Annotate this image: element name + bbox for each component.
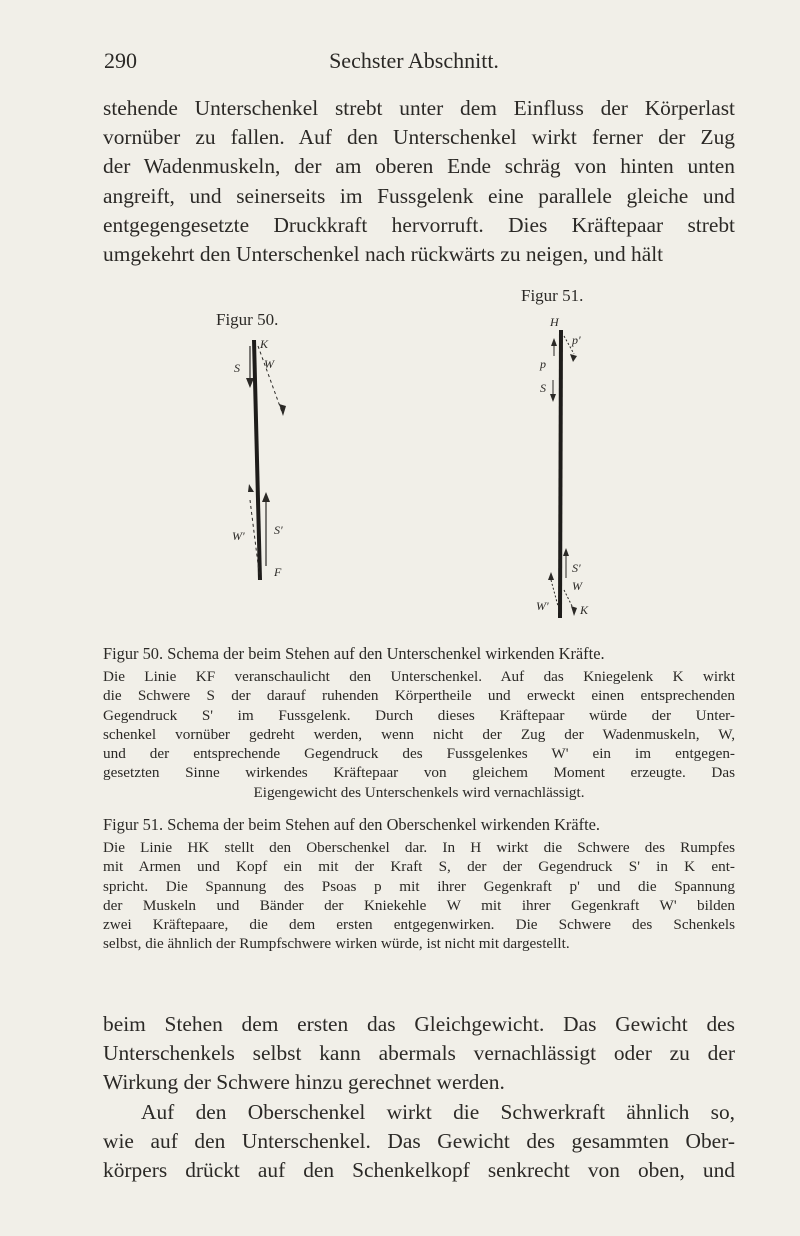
fig50-label-f: F (274, 565, 282, 579)
text-line: umgekehrt den Unterschenkel nach rückwärts zu neigen, und hält (103, 242, 664, 267)
text-line: entgegengesetzte Druckkraft hervorruft. Dies Kräftepaar strebt (103, 212, 735, 237)
text-line: beim Stehen dem ersten das Gleichgewicht. Das Gewicht des (103, 1012, 735, 1036)
caption-line: Die Linie HK stellt den Oberschenkel dar. In H wirkt die Schwere des Rumpfes (103, 839, 735, 856)
fig50-arrowhead-s (246, 378, 254, 388)
figure-51-svg (528, 310, 628, 630)
text-line: angreift, und seinerseits im Fussgelenk eine parallele gleiche und (103, 183, 735, 208)
fig51-label-wprime: W' (536, 599, 549, 613)
caption-line: schenkel vornüber gedreht werden, wenn nicht der Zug der Wadenmuskeln, W, (103, 725, 735, 743)
fig51-label-h: H (550, 315, 559, 329)
caption-line: der Muskeln und Bänder der Kniekehle W mit ihrer Gegenkraft W' bilden (103, 896, 735, 914)
fig50-label-k: K (260, 337, 269, 351)
fig51-label-p: p (540, 357, 546, 371)
fig51-arrowhead-w (571, 606, 577, 616)
caption-51-heading: Figur 51. Schema der beim Stehen auf den Oberschenkel wirkenden Kräfte. (103, 815, 601, 834)
fig50-arrowhead-w (279, 404, 286, 416)
fig51-bar-hk (560, 330, 561, 618)
figure-51-label: Figur 51. (521, 286, 584, 305)
fig50-label-w: W (264, 357, 274, 371)
caption-50-heading: Figur 50. Schema der beim Stehen auf den Unterschenkel wirkenden Kräfte. (103, 644, 605, 663)
figure-50-diagram (230, 330, 320, 590)
caption-line: mit Armen und Kopf ein mit der Kraft S, der der Gegendruck S' in K ent- (103, 858, 735, 876)
figure-50-caption (103, 643, 735, 802)
caption-line: spricht. Die Spannung des Psoas p mit ihrer Gegenkraft p' und die Spannung (103, 877, 735, 895)
text-line: Auf den Oberschenkel wirkt die Schwerkraft ähnlich so, (141, 1099, 735, 1124)
caption-line: Die Linie KF veranschaulicht den Unterschenkel. Auf das Kniegelenk K wirkt (103, 668, 735, 685)
fig50-arrowhead-sprime (262, 492, 270, 502)
text-line: vornüber zu fallen. Auf den Unterschenkel wirkt ferner der Zug (103, 125, 735, 150)
intro-paragraph (103, 94, 735, 269)
text-line: stehende Unterschenkel strebt unter dem Einfluss der Körperlast (103, 96, 735, 120)
fig51-arrowhead-s (550, 394, 556, 402)
text-line: körpers drückt auf den Schenkelkopf senkrecht von oben, und (103, 1158, 735, 1183)
fig50-label-wprime: W' (232, 529, 245, 543)
text-line: wie auf den Unterschenkel. Das Gewicht des gesammten Ober- (103, 1128, 735, 1153)
fig51-arrowhead-sprime (563, 548, 569, 556)
caption-line: und der entsprechende Gegendruck des Fussgelenkes W' ein im entgegen- (103, 745, 735, 763)
fig51-label-pprime: p' (572, 333, 581, 347)
closing-paragraph (103, 1010, 735, 1185)
caption-line: die Schwere S der darauf ruhenden Körpertheile und erweckt einen entsprechenden (103, 687, 735, 705)
fig50-label-sprime: S' (274, 523, 283, 537)
fig51-label-sprime: S' (572, 561, 581, 575)
fig50-label-s: S (234, 361, 240, 375)
caption-line: selbst, die ähnlich der Rumpfschwere wirken würde, ist nicht mit dargestellt. (103, 935, 570, 953)
text-line: der Wadenmuskeln, der am oberen Ende schräg von hinten unten (103, 154, 735, 179)
fig51-label-s: S (540, 381, 546, 395)
section-title: Sechster Abschnitt. (329, 48, 499, 73)
fig51-arrowhead-p (551, 338, 557, 346)
page-header (104, 48, 724, 78)
figure-51-caption (103, 814, 735, 954)
fig51-label-w: W (572, 579, 582, 593)
caption-line: gesetzten Sinne wirkendes Kräftepaar von gleichem Moment erzeugte. Das (103, 764, 735, 782)
fig51-arrowhead-pprime (570, 354, 577, 362)
text-line: Wirkung der Schwere hinzu gerechnet werden. (103, 1070, 505, 1095)
fig51-arrowhead-wprime (548, 572, 554, 580)
fig50-arrowhead-wprime (248, 484, 254, 492)
page-number: 290 (104, 48, 137, 73)
fig51-dash-wprime (551, 580, 558, 606)
caption-line: zwei Kräftepaare, die dem ersten entgegenwirken. Die Schwere des Schenkels (103, 916, 735, 934)
figure-50-svg (230, 330, 320, 590)
figure-51-diagram (528, 310, 628, 630)
caption-line: Eigengewicht des Unterschenkels wird vernachlässigt. (253, 783, 585, 801)
figure-50-label: Figur 50. (216, 310, 279, 329)
fig51-label-k: K (580, 603, 589, 617)
fig50-bar-kf (254, 340, 260, 580)
fig50-dash-w (258, 346, 282, 412)
caption-line: Gegendruck S' im Fussgelenk. Durch dieses Kräftepaar würde der Unter- (103, 706, 735, 724)
text-line: Unterschenkels selbst kann abermals vernachlässigt oder zu der (103, 1041, 735, 1066)
